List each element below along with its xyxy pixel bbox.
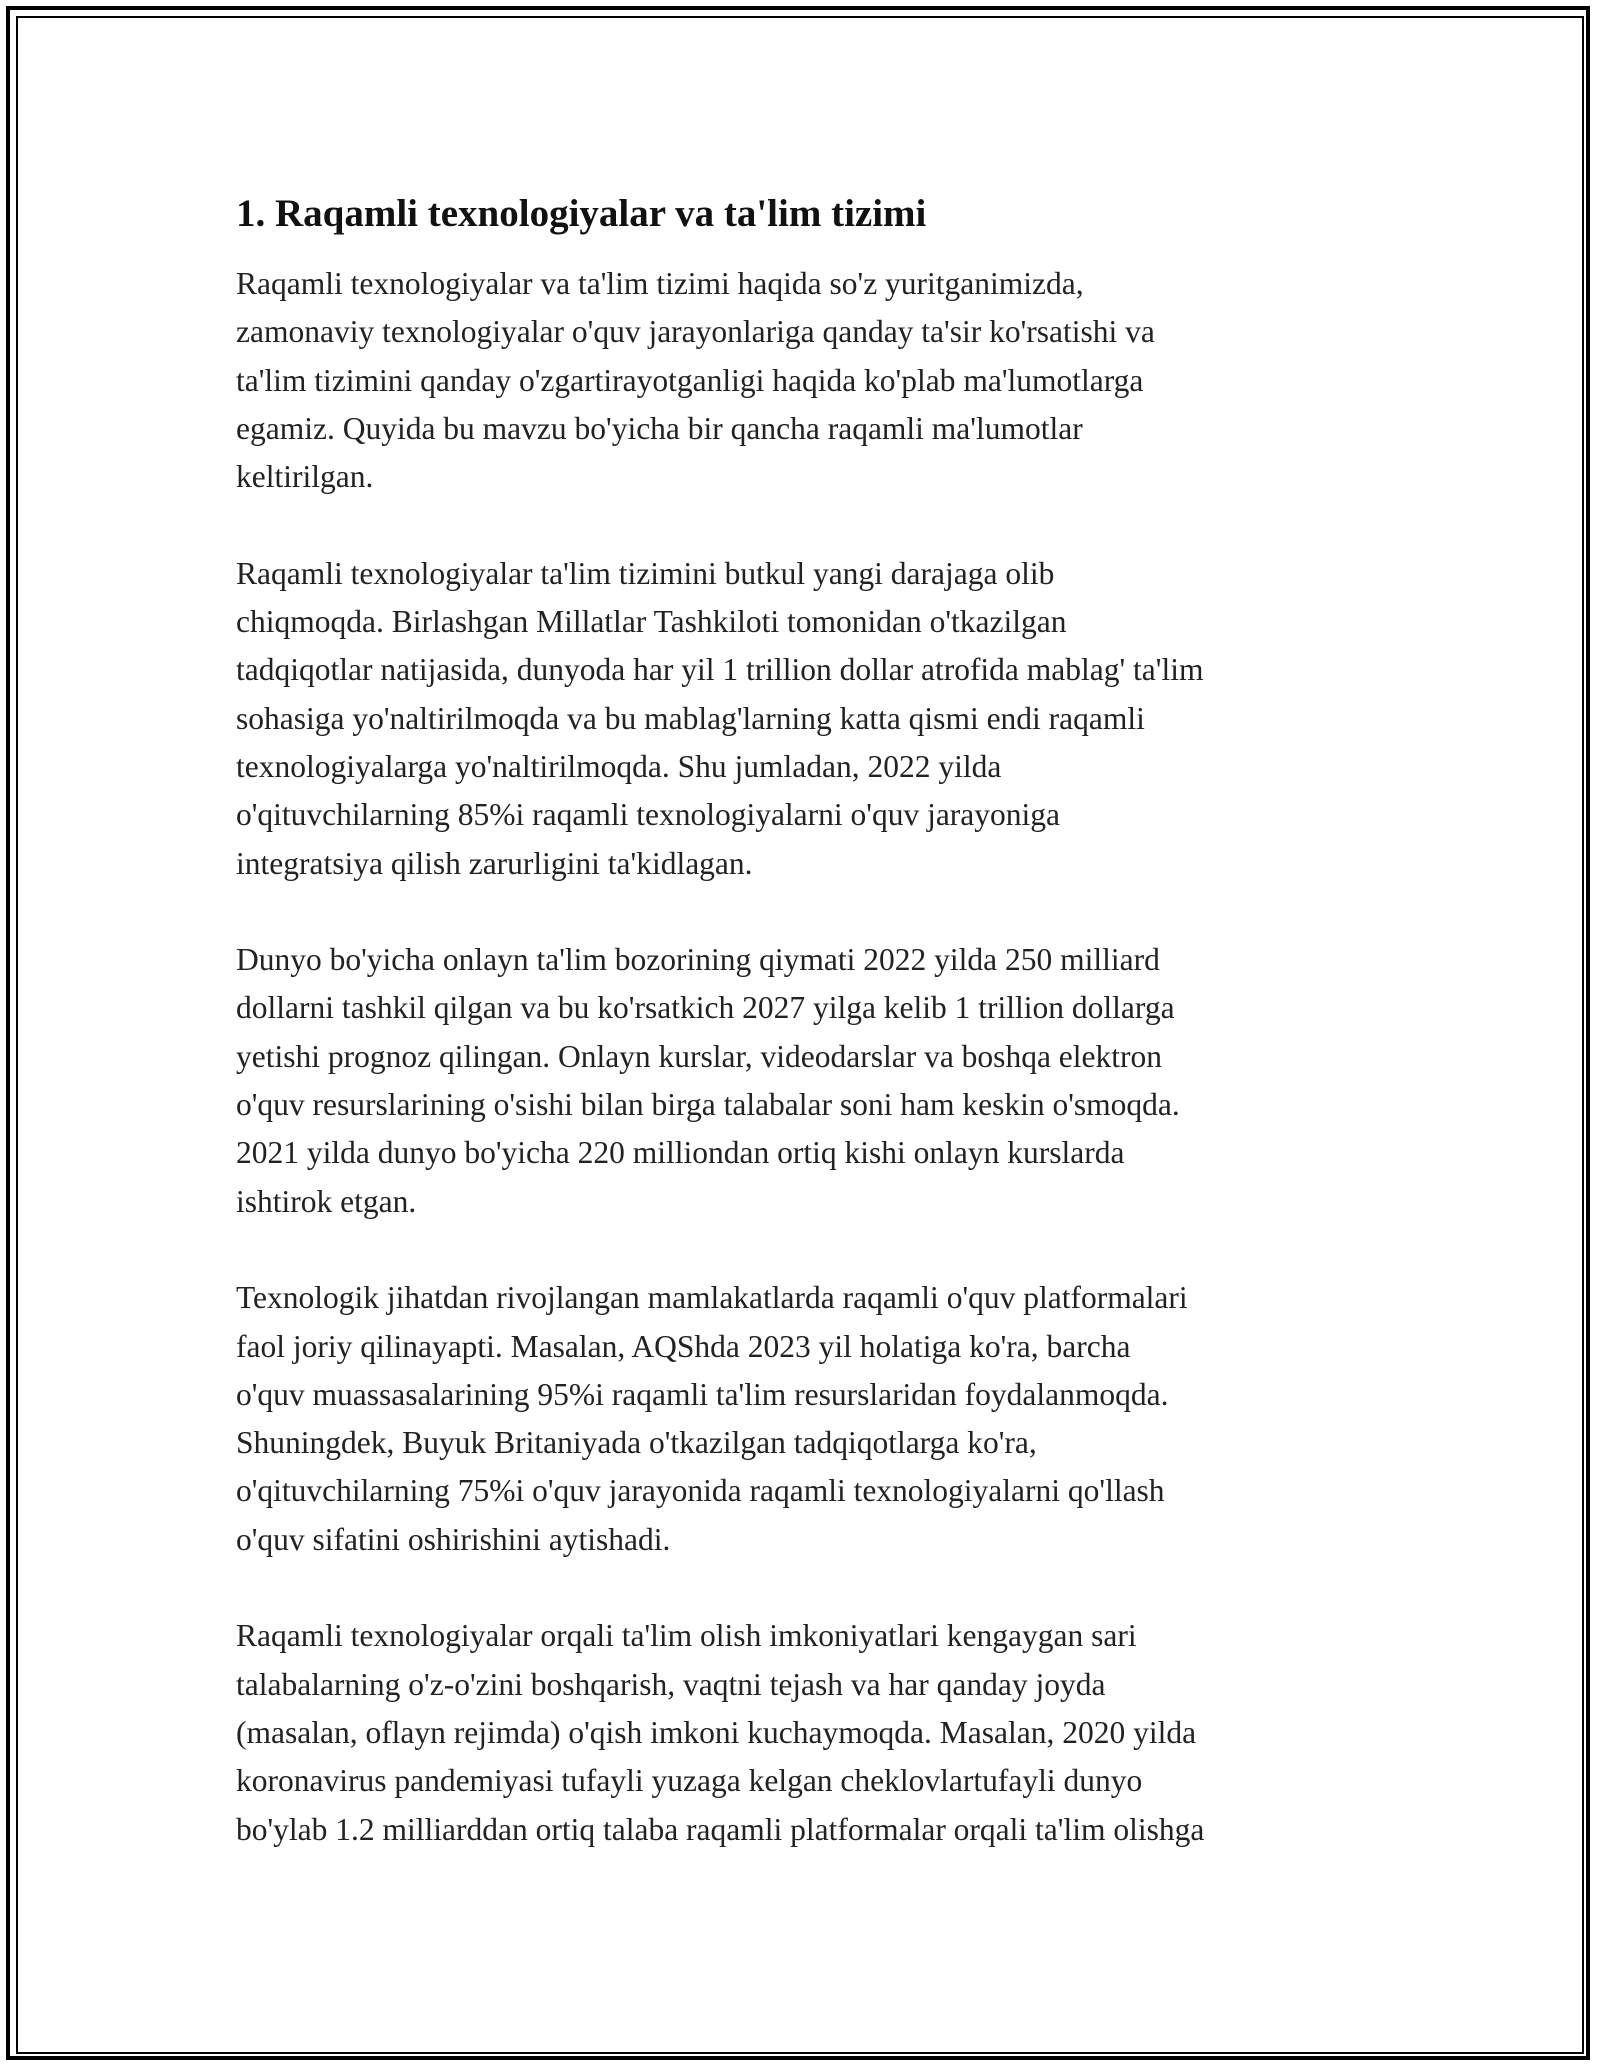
text-line: Raqamli texnologiyalar ta'lim tizimini butkul yangi darajaga olib (236, 555, 1055, 591)
text-line: 2021 yilda dunyo bo'yicha 220 milliondan ortiq kishi onlayn kurslarda (236, 1135, 1125, 1171)
text-line: keltirilgan. (236, 459, 374, 495)
text-line: faol joriy qilinayapti. Masalan, AQShda 2023 yil holatiga ko'ra, barcha (236, 1328, 1131, 1364)
text-line: o'qituvchilarning 85%i raqamli texnologiyalarni o'quv jarayoniga (236, 797, 1061, 833)
text-line: tadqiqotlar natijasida, dunyoda har yil 1 trillion dollar atrofida mablag' ta'lim (236, 652, 1204, 688)
text-line: ta'lim tizimini qanday o'zgartirayotganligi haqida ko'plab ma'lumotlarga (236, 362, 1144, 398)
text-line: Dunyo bo'yicha onlayn ta'lim bozorining qiymati 2022 yilda 250 milliard (236, 942, 1160, 978)
text-line: o'quv resurslarining o'sishi bilan birga talabalar soni ham keskin o'smoqda. (236, 1087, 1180, 1123)
paragraph-investment (236, 550, 1376, 888)
text-line: bo'ylab 1.2 milliarddan ortiq talaba raqamli platformalar orqali ta'lim olishga (236, 1811, 1205, 1847)
paragraph-intro (236, 260, 1376, 501)
paragraph-developed-countries (236, 1274, 1376, 1564)
text-line: o'quv muassasalarining 95%i raqamli ta'lim resurslaridan foydalanmoqda. (236, 1376, 1169, 1412)
text-line: o'qituvchilarning 75%i o'quv jarayonida raqamli texnologiyalarni qo'llash (236, 1473, 1165, 1509)
text-line: texnologiyalarga yo'naltirilmoqda. Shu jumladan, 2022 yilda (236, 748, 1002, 784)
text-line: talabalarning o'z-o'zini boshqarish, vaqtni tejash va har qanday joyda (236, 1666, 1106, 1702)
text-line: chiqmoqda. Birlashgan Millatlar Tashkiloti tomonidan o'tkazilgan (236, 604, 1067, 640)
text-line: Raqamli texnologiyalar orqali ta'lim olish imkoniyatlari kengaygan sari (236, 1618, 1137, 1654)
paragraph-online-market (236, 936, 1376, 1226)
text-line: egamiz. Quyida bu mavzu bo'yicha bir qancha raqamli ma'lumotlar (236, 410, 1083, 446)
text-line: Shuningdek, Buyuk Britaniyada o'tkazilgan tadqiqotlarga ko'ra, (236, 1425, 1037, 1461)
text-line: Texnologik jihatdan rivojlangan mamlakatlarda raqamli o'quv platformalari (236, 1280, 1188, 1316)
text-line: koronavirus pandemiyasi tufayli yuzaga kelgan cheklovlartufayli dunyo (236, 1763, 1143, 1799)
text-line: ishtirok etgan. (236, 1183, 417, 1219)
text-line: Raqamli texnologiyalar va ta'lim tizimi haqida so'z yuritganimizda, (236, 266, 1084, 301)
document-body (236, 188, 1376, 1902)
text-line: yetishi prognoz qilingan. Onlayn kurslar, videodarslar va boshqa elektron (236, 1038, 1163, 1074)
text-line: integratsiya qilish zarurligini ta'kidlagan. (236, 845, 753, 881)
text-line: (masalan, oflayn rejimda) o'qish imkoni kuchaymoqda. Masalan, 2020 yilda (236, 1714, 1197, 1750)
text-line: o'quv sifatini oshirishini aytishadi. (236, 1521, 671, 1557)
paragraph-opportunities (236, 1612, 1376, 1853)
section-heading: 1. Raqamli texnologiyalar va ta'lim tizimi (236, 192, 927, 235)
text-line: sohasiga yo'naltirilmoqda va bu mablag'larning katta qismi endi raqamli (236, 700, 1145, 736)
text-line: zamonaviy texnologiyalar o'quv jarayonlariga qanday ta'sir ko'rsatishi va (236, 314, 1155, 350)
text-line: dollarni tashkil qilgan va bu ko'rsatkich 2027 yilga kelib 1 trillion dollarga (236, 990, 1175, 1026)
